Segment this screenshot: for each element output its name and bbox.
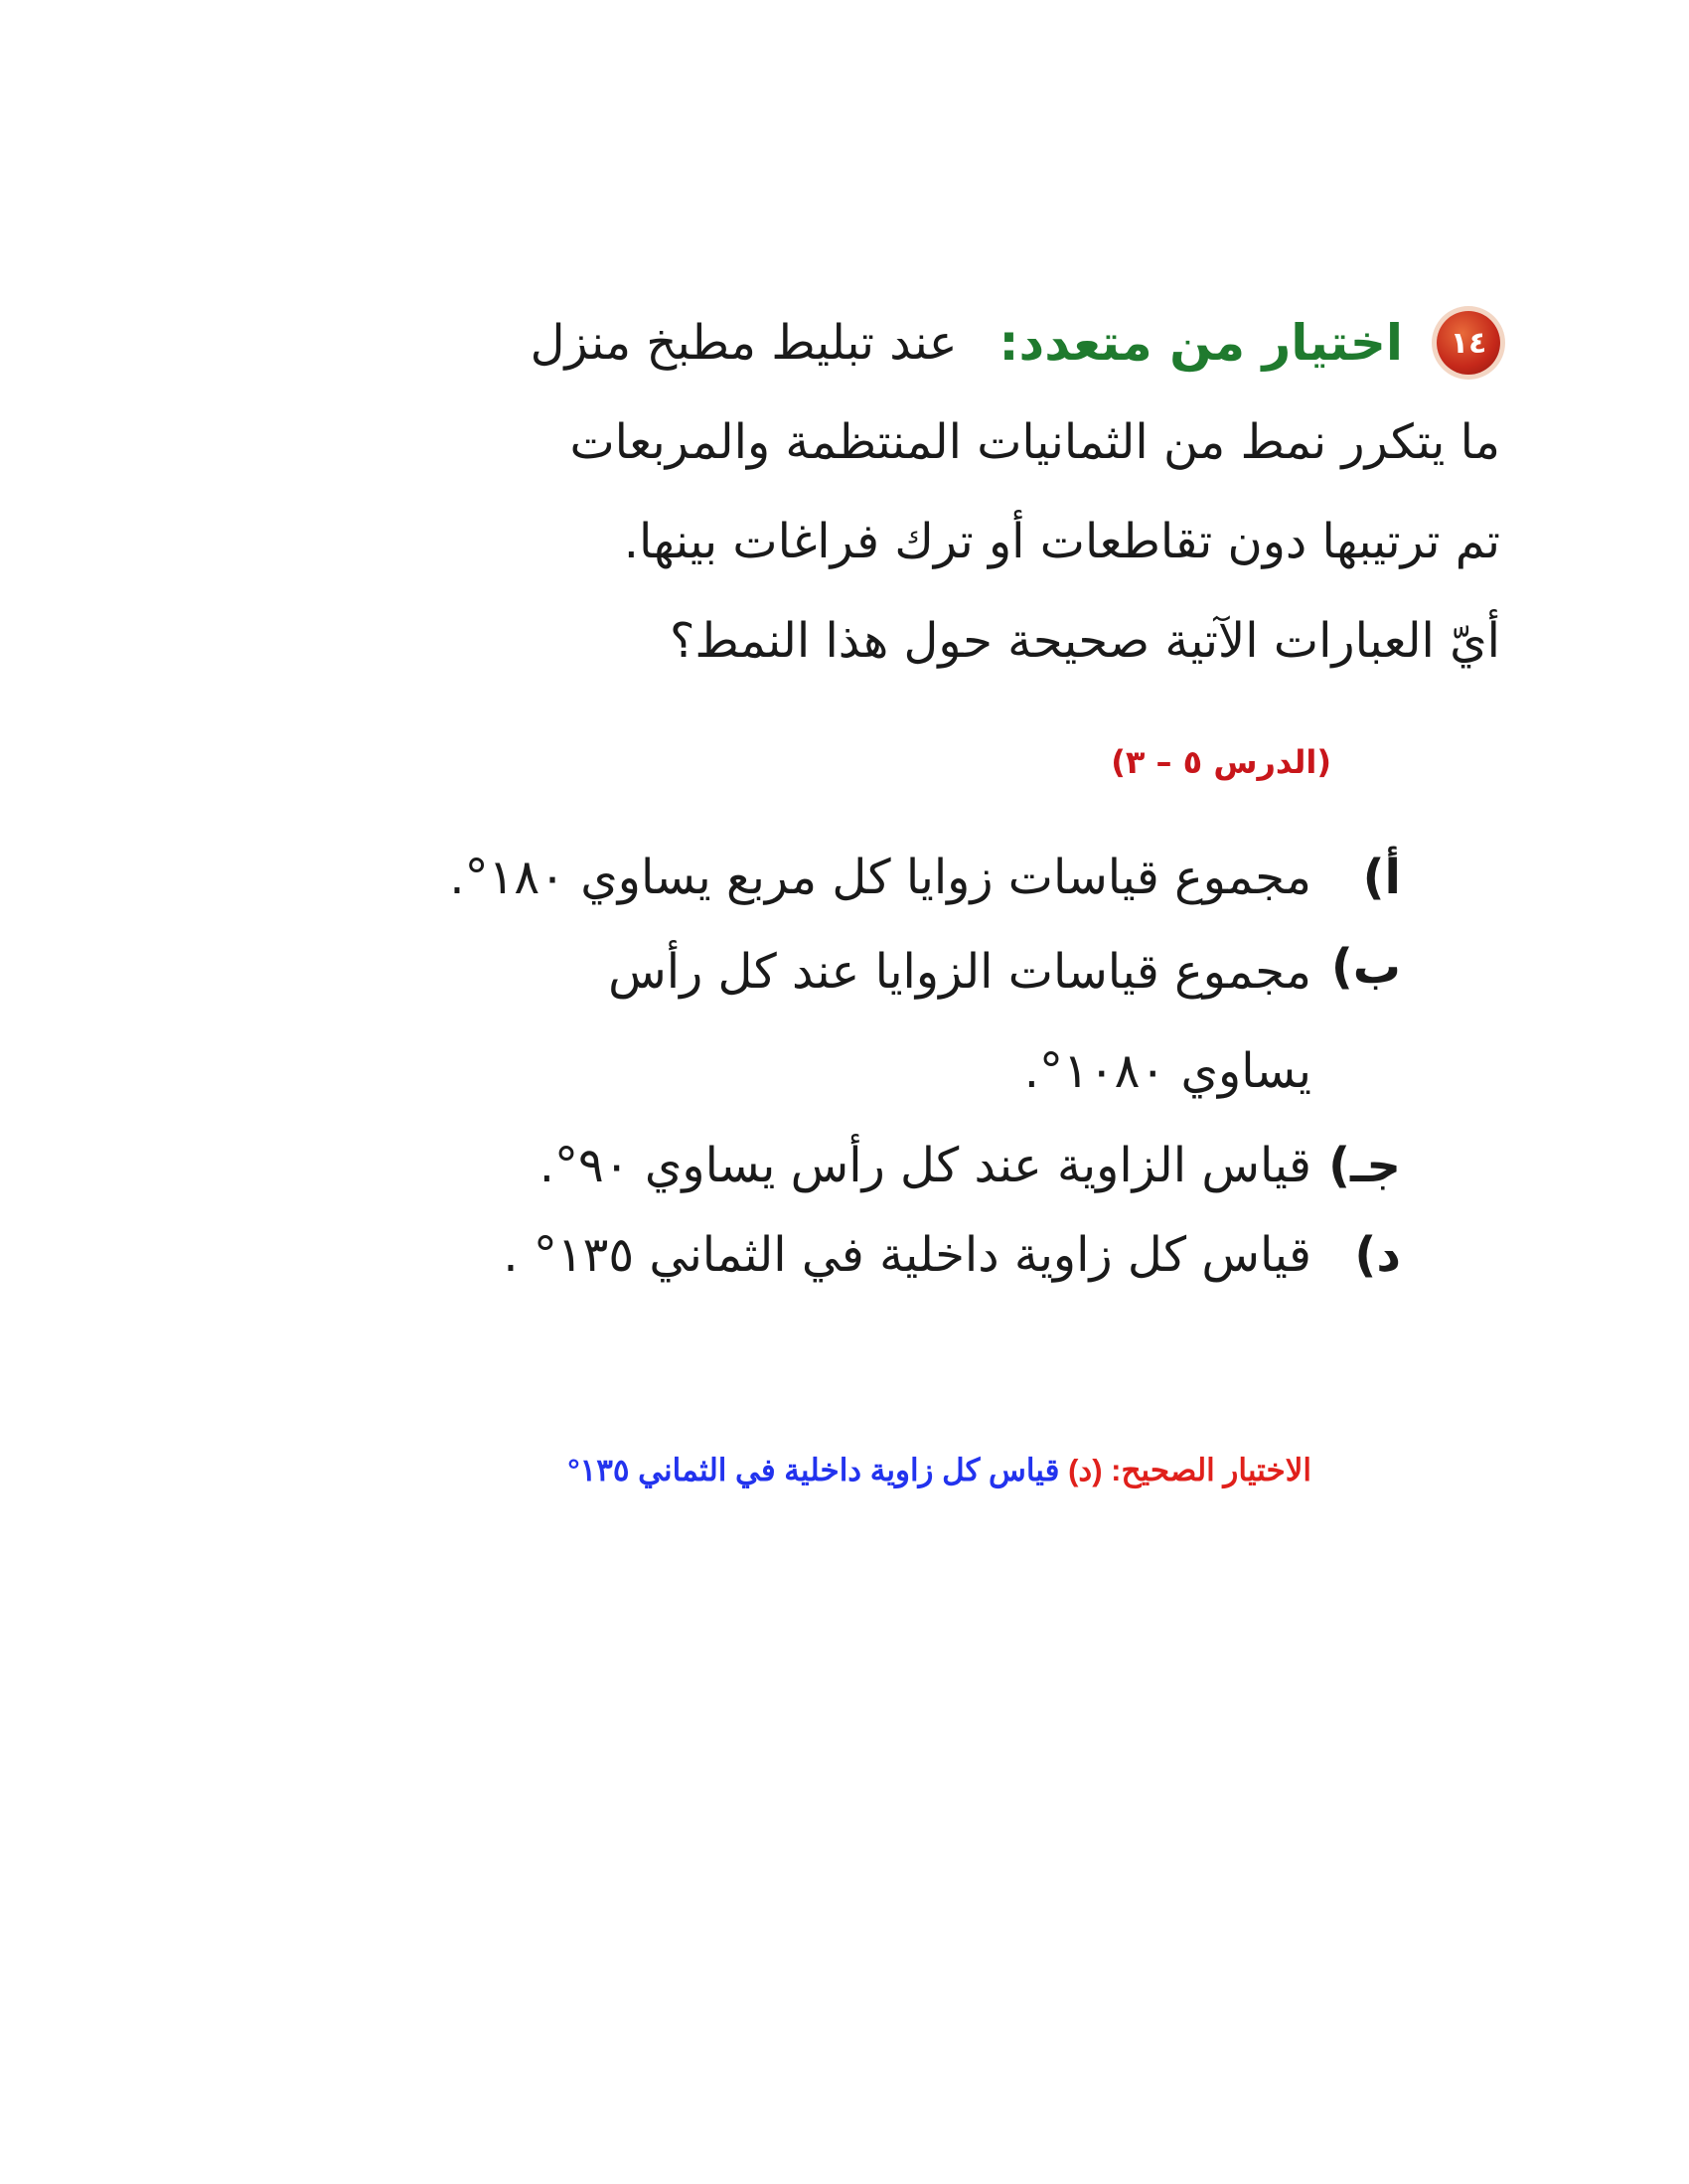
option-c <box>248 1121 1401 1210</box>
option-d <box>248 1210 1401 1300</box>
question-line-1: عند تبليط مطبخ منزل <box>530 315 958 371</box>
option-letter: جـ) <box>1328 1138 1401 1193</box>
question-line-2: ما يتكرر نمط من الثمانيات المنتظمة والمربعات <box>569 414 1500 470</box>
options-list <box>248 833 1401 1300</box>
question-number-badge: ١٤ <box>1437 311 1500 375</box>
option-letter: ب) <box>1330 939 1401 995</box>
option-b <box>248 922 1401 1121</box>
question-line-3: تم ترتيبها دون تقاطعات أو ترك فراغات بينها. <box>623 514 1500 569</box>
option-text: قياس الزاوية عند كل رأس يساوي ٩٠°. <box>538 1138 1311 1193</box>
option-a <box>248 833 1401 922</box>
option-text: قياس كل زاوية داخلية في الثماني ١٣٥° . <box>503 1227 1311 1283</box>
option-letter: د) <box>1354 1227 1401 1283</box>
question-type-label: اختيار من متعدد: <box>998 314 1403 372</box>
question-text <box>248 392 1500 691</box>
option-text: مجموع قياسات الزوايا عند كل رأس يساوي ١٠٨٠°. <box>608 944 1311 1099</box>
answer-line <box>248 1453 1311 1488</box>
answer-letter: (د) <box>1068 1453 1103 1487</box>
answer-text: قياس كل زاوية داخلية في الثماني ١٣٥° <box>567 1453 1060 1487</box>
question-line-4: أيّ العبارات الآتية صحيحة حول هذا النمط؟ <box>669 613 1500 669</box>
lesson-reference: (الدرس ٥ – ٣) <box>1111 743 1331 781</box>
question-block <box>248 293 1500 691</box>
question-header <box>248 293 1500 392</box>
option-letter: أ) <box>1362 850 1401 905</box>
answer-label: الاختيار الصحيح: <box>1111 1453 1311 1487</box>
option-text: مجموع قياسات زوايا كل مربع يساوي ١٨٠°. <box>449 850 1311 905</box>
